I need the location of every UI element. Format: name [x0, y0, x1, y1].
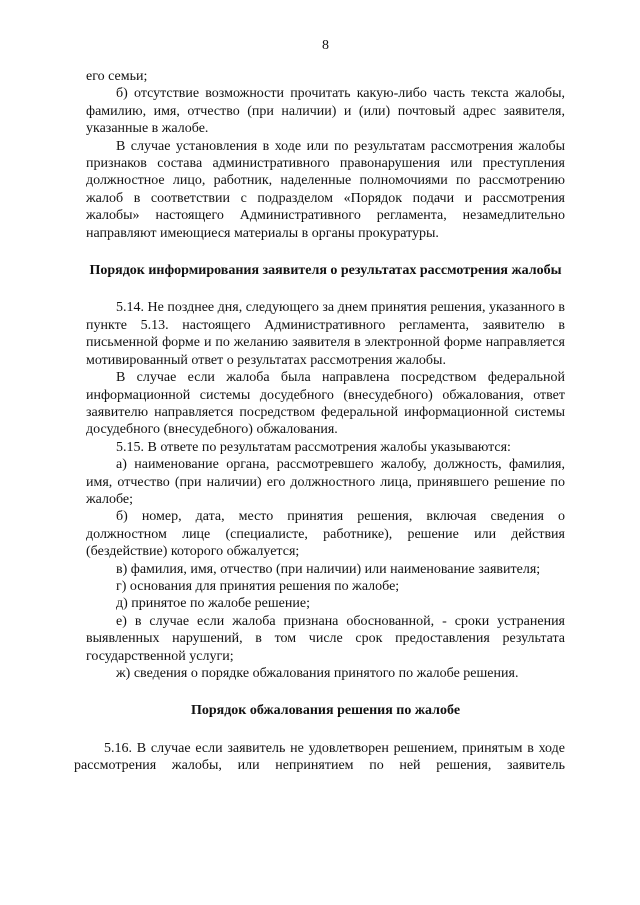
paragraph: ж) сведения о порядке обжалования принятого по жалобе решения.	[116, 666, 519, 681]
paragraph: г) основания для принятия решения по жалобе;	[116, 578, 400, 594]
paragraph: В случае если жалоба была направлена посредством федеральной информационной системы досудебного (внесудебного) обжалования, ответ заявителю направляется посредством федеральной информационной системы досудебного (внесудебного) обжалования.	[86, 370, 565, 438]
paragraph: б) отсутствие возможности прочитать какую-либо часть текста жалобы, фамилию, имя, отчество (при наличии) и (или) почтовый адрес заявителя, указанные в жалобе.	[86, 86, 565, 137]
paragraph: 5.14. Не позднее дня, следующего за днем принятия решения, указанного в пункте 5.13. настоящего Административного регламента, заявителю в письменной форме и по желанию заявителя в электронной форме направляется мотивированный ответ о результатах рассмотрения жалобы.	[86, 300, 565, 368]
paragraph: д) принятое по жалобе решение;	[116, 596, 310, 612]
paragraph: б) номер, дата, место принятия решения, включая сведения о должностном лице (специалисте, работнике), решение или действия (бездействие) которого обжалуется;	[86, 509, 565, 560]
paragraph: В случае установления в ходе или по результатам рассмотрения жалобы признаков состава административного правонарушения или преступления должностное лицо, работник, наделенные полномочиями по рассмотрению жалоб в соответствии с подразделом «Порядок подачи и рассмотрения жалобы» настоящего Административного регламента, незамедлительно направляют имеющиеся материалы в органы прокуратуры.	[86, 138, 565, 241]
paragraph: 5.15. В ответе по результатам рассмотрения жалобы указываются:	[116, 439, 511, 455]
paragraph: 5.16. В случае если заявитель не удовлетворен решением, принятым в ходе рассмотрения жалобы, или непринятием по ней решения, заявитель	[74, 740, 565, 774]
paragraph: е) в случае если жалоба признана обоснованной, - сроки устранения выявленных нарушений, в том числе срок предоставления результата государственной услуги;	[86, 613, 565, 664]
paragraph: в) фамилия, имя, отчество (при наличии) или наименование заявителя;	[116, 561, 541, 577]
section-heading: Порядок обжалования решения по жалобе	[190, 703, 461, 719]
section-heading: Порядок информирования заявителя о результатах рассмотрения жалобы	[89, 263, 562, 279]
paragraph: а) наименование органа, рассмотревшего жалобу, должность, фамилия, имя, отчество (при наличии) его должностного лица, принявшего решение по жалобе;	[86, 457, 565, 507]
document-body	[74, 68, 565, 775]
paragraph: его семьи;	[86, 69, 148, 84]
page-number: 8	[322, 38, 329, 53]
